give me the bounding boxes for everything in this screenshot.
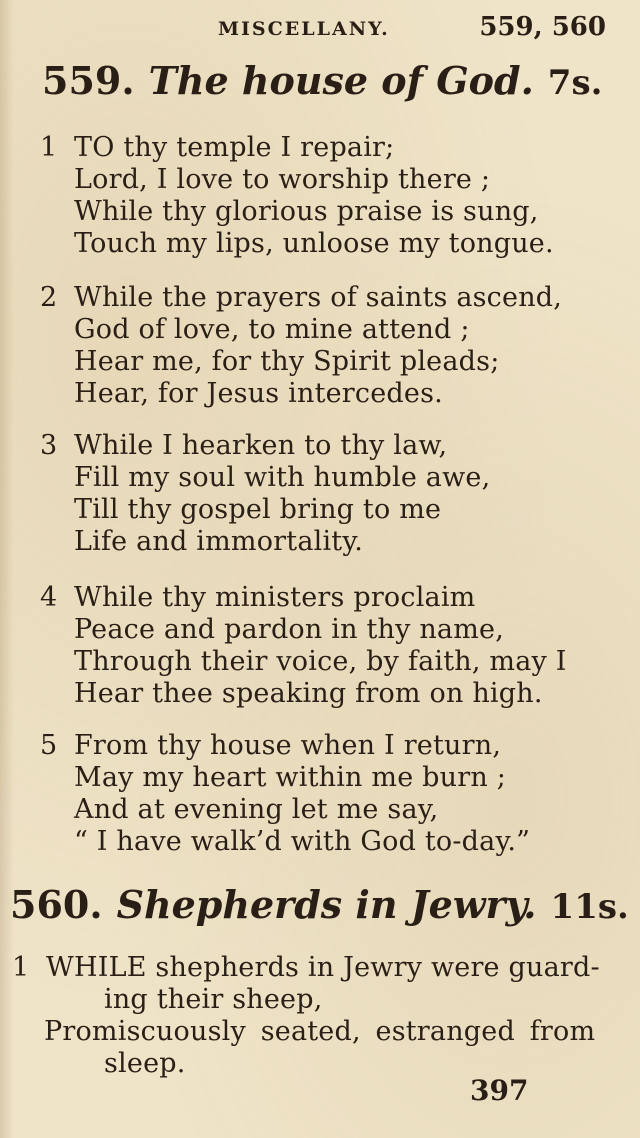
verse-line: Life and immortality. (74, 526, 363, 557)
verse-number: 3 (40, 430, 58, 461)
verse-line: God of love, to mine attend ; (74, 314, 470, 345)
hymn-name: The house of God. (148, 58, 534, 103)
verse-line: Through their voice, by faith, may I (74, 646, 567, 677)
verse-line: Lord, I love to worship there ; (74, 164, 491, 195)
verse-line: And at evening let me say, (74, 794, 439, 825)
verse-line: Fill my soul with humble awe, (74, 462, 491, 493)
verse-number: 1 (12, 952, 30, 983)
page-number: 397 (470, 1074, 529, 1107)
section-title: MISCELLANY. (218, 18, 390, 40)
hymn-meter: 7s. (547, 63, 603, 103)
verse-line: Touch my lips, unloose my tongue. (74, 228, 554, 259)
page-range: 559, 560 (479, 12, 606, 42)
verse-number: 5 (40, 730, 58, 761)
verse-line: From thy house when I return, (74, 730, 502, 761)
verse-line: Hear me, for thy Spirit pleads; (74, 346, 500, 377)
verse-line: ing their sheep, (104, 984, 323, 1015)
hymn-number: 560. (10, 882, 103, 927)
verse-line: While thy ministers proclaim (74, 582, 476, 613)
hymn-560-title (10, 882, 640, 927)
verse-line: TO thy temple I repair; (74, 132, 395, 163)
verse-line: Promiscuously seated, estranged from (44, 1016, 596, 1047)
verse-line: “ I have walk’d with God to-day.” (74, 826, 531, 857)
verse-line: Hear, for Jesus intercedes. (74, 378, 443, 409)
running-head (0, 12, 640, 46)
verse-line: Peace and pardon in thy name, (74, 614, 504, 645)
verse-line: Hear thee speaking from on high. (74, 678, 543, 709)
verse-line: While thy glorious praise is sung, (74, 196, 539, 227)
hymn-meter: 11s. (550, 887, 629, 927)
verse-line: sleep. (104, 1048, 186, 1079)
verse-number: 2 (40, 282, 58, 313)
hymn-name: Shepherds in Jewry. (116, 882, 537, 927)
verse-line: While I hearken to thy law, (74, 430, 448, 461)
hymn-559-title (42, 58, 640, 103)
verse-line: Till thy gospel bring to me (74, 494, 442, 525)
verse-line: WHILE shepherds in Jewry were guard- (46, 952, 600, 983)
verse-line: May my heart within me burn ; (74, 762, 507, 793)
verse-number: 4 (40, 582, 58, 613)
verse-number: 1 (40, 132, 58, 163)
hymn-number: 559. (42, 58, 135, 103)
verse-line: While the prayers of saints ascend, (74, 282, 563, 313)
